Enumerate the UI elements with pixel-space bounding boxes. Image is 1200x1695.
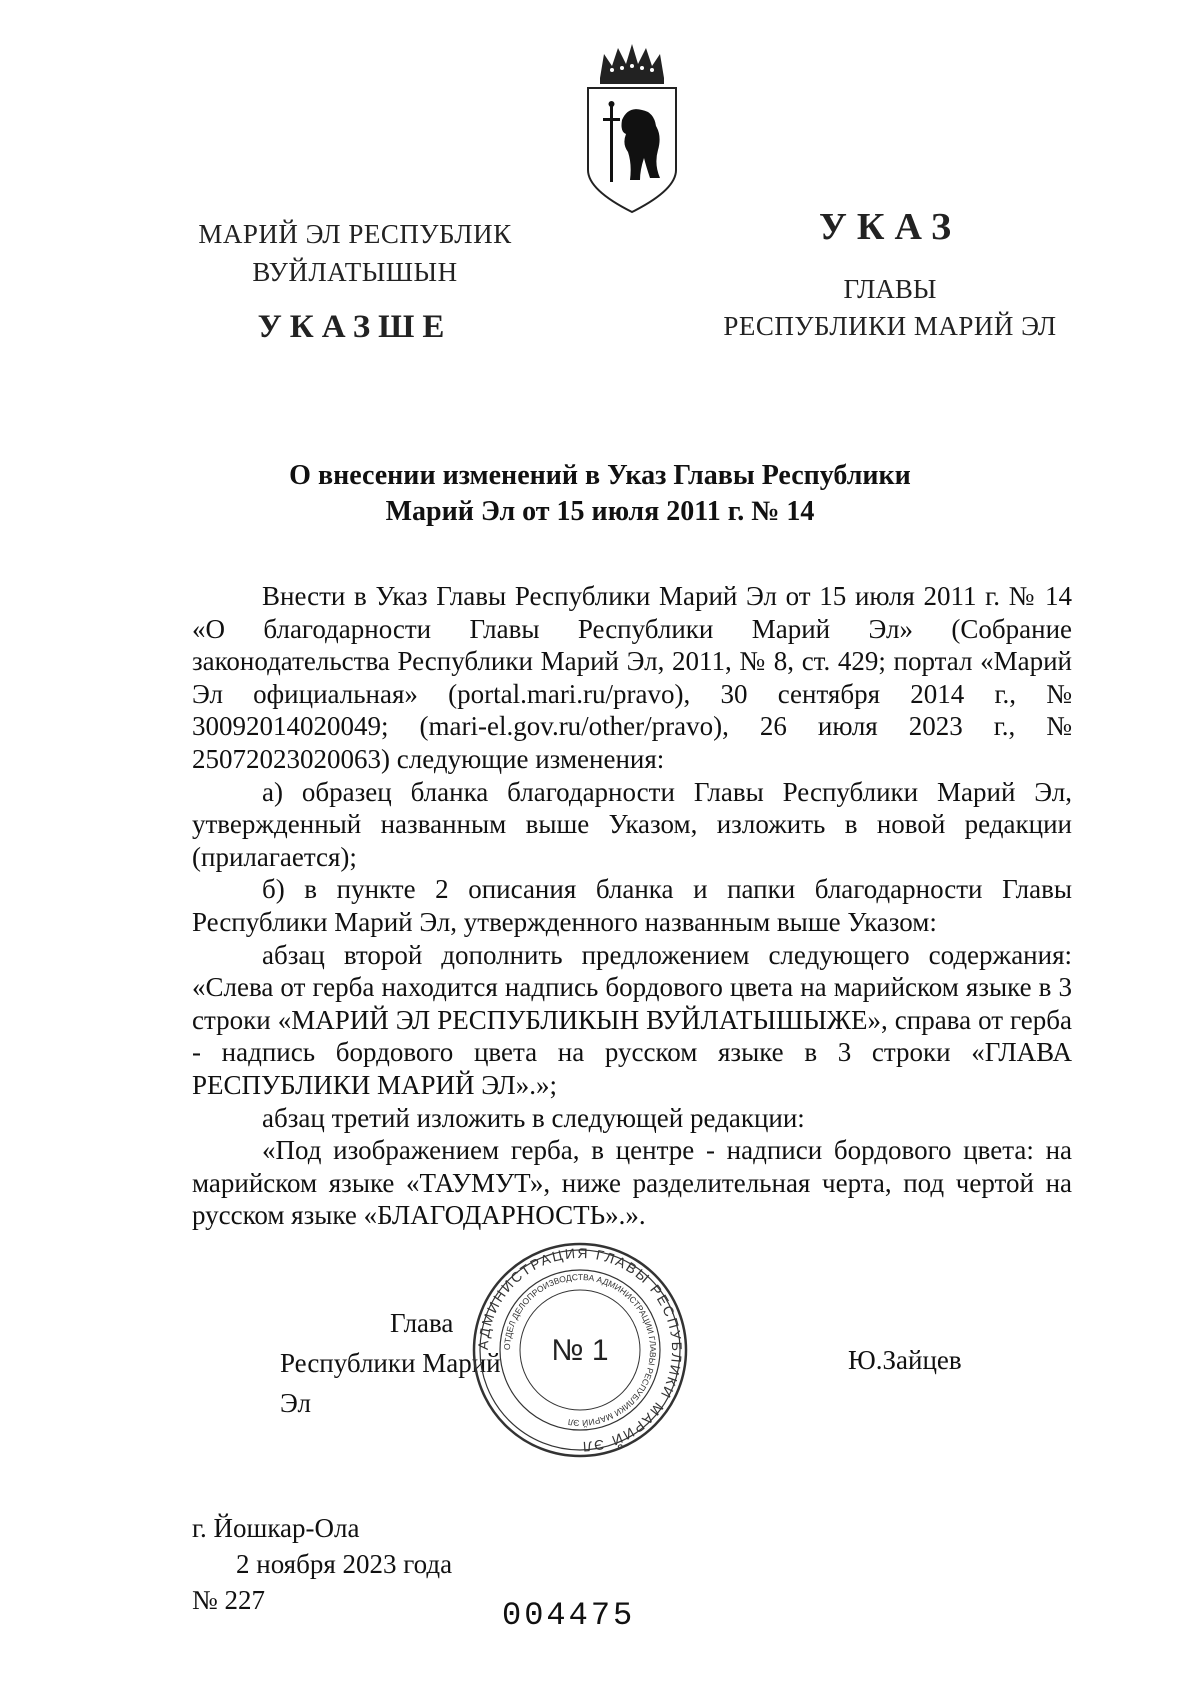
official-stamp-icon [470,1240,690,1460]
header-right-line2: ГЛАВЫ [843,274,937,304]
stamp-outer-text: АДМИНИСТРАЦИЯ ГЛАВЫ РЕСПУБЛИКИ МАРИЙ ЭЛ [474,1244,686,1456]
coat-of-arms-icon [582,40,682,215]
header-left-line2: ВУЙЛАТЫШЫН [252,257,458,287]
document-title-line2: Марий Эл от 15 июля 2011 г. № 14 [385,496,815,527]
document-footer [192,1510,452,1618]
header-right-line3: РЕСПУБЛИКИ МАРИЙ ЭЛ [723,311,1057,341]
stamp-inner-text: ОТДЕЛ ДЕЛОПРОИЗВОДСТВА АДМИНИСТРАЦИИ ГЛАВЫ РЕСПУБЛИКИ МАРИЙ ЭЛ [501,1271,659,1429]
signature-title-line1: Глава [390,1308,454,1338]
stamp-number: № 1 [551,1334,609,1367]
body-paragraph-2: а) образец бланка благодарности Главы Республики Марий Эл, утвержденный названным выше Указом, изложить в новой редакции (прилагается); [192,776,1072,872]
document-title-line1: О внесении изменений в Указ Главы Республики [289,460,911,491]
body-paragraph-4: абзац второй дополнить предложением следующего содержания: «Слева от герба находится надпись бордового цвета на марийском языке в 3 строки «МАРИЙ ЭЛ РЕСПУБЛИКЫН ВУЙЛАТЫШЫЖЕ», справа от герба - надпись бордового цвета на русском языке в 3 строки «ГЛАВА РЕСПУБЛИКИ МАРИЙ ЭЛ».»; [192,939,1072,1100]
body-paragraph-1: Внести в Указ Главы Республики Марий Эл от 15 июля 2011 г. № 14 «О благодарности Главы Республики Марий Эл» (Собрание законодательства Республики Марий Эл, 2011, № 8, ст. 429; портал «Марий Эл официальная» (portal.mari.ru/pravo), 30 сентября 2014 г., № 30092014020049; (mari-el.gov.ru/other/pravo), 26 июля 2023 г., № 25072023020063) следующие изменения: [192,581,1072,774]
city: г. Йошкар-Ола [192,1513,360,1543]
body-paragraph-5: абзац третий изложить в следующей редакции: [262,1102,805,1133]
document-body [192,580,1072,1232]
document-title [230,458,970,530]
body-paragraph-3: б) в пункте 2 описания бланка и папки благодарности Главы Республики Марий Эл, утвержденного названным выше Указом: [192,874,1072,937]
signatory-name: Ю.Зайцев [848,1345,962,1375]
signature-title-line2: Республики Марий Эл [280,1348,501,1418]
body-paragraph-6: «Под изображением герба, в центре - надписи бордового цвета: на марийском языке «ТАУМУТ», ниже разделительная черта, под чертой на русском языке «БЛАГОДАРНОСТЬ».». [192,1135,1072,1231]
header-left-line1: МАРИЙ ЭЛ РЕСПУБЛИК [198,219,512,249]
document-number: № 227 [192,1585,266,1615]
header-left-line3: УКАЗШЕ [257,309,453,345]
header-left [180,215,530,346]
document-date: 2 ноября 2023 года [236,1549,453,1579]
serial-number: 004475 [502,1597,636,1634]
header-right-line1: УКАЗ [819,206,961,248]
header-right [690,205,1090,345]
